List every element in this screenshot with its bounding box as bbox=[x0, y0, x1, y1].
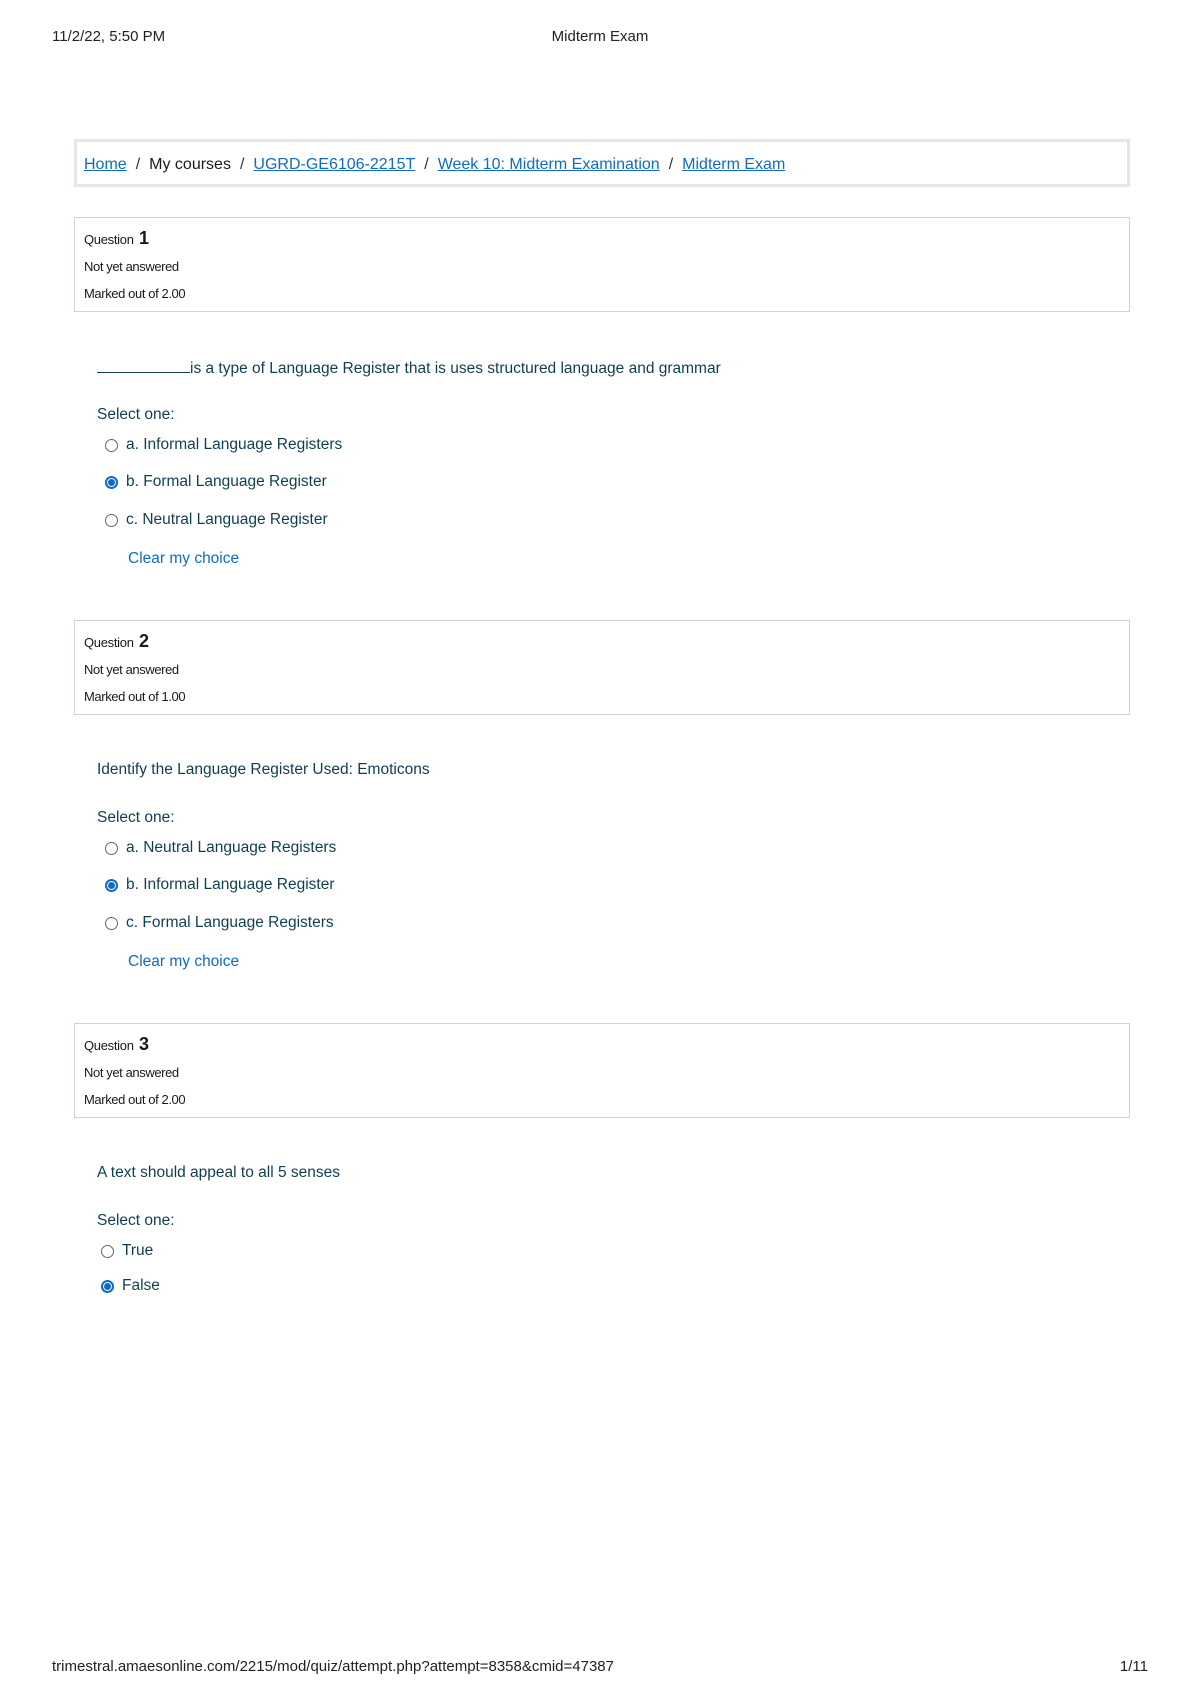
q2-option-c[interactable] bbox=[105, 914, 334, 932]
q1-option-c[interactable] bbox=[105, 511, 328, 529]
radio-button-selected[interactable] bbox=[105, 879, 118, 892]
q2-option-b[interactable] bbox=[105, 876, 335, 894]
radio-button[interactable] bbox=[105, 917, 118, 930]
question-info-2 bbox=[74, 620, 1130, 715]
radio-button[interactable] bbox=[105, 842, 118, 855]
breadcrumb-week-link[interactable]: Week 10: Midterm Examination bbox=[437, 156, 660, 173]
breadcrumb bbox=[84, 156, 785, 174]
breadcrumb-home-link[interactable]: Home bbox=[84, 156, 127, 173]
question-number bbox=[84, 1034, 149, 1055]
q2-clear-choice-link[interactable]: Clear my choice bbox=[128, 953, 240, 970]
breadcrumb-separator: / bbox=[668, 156, 674, 173]
breadcrumb-quiz-link[interactable]: Midterm Exam bbox=[682, 156, 786, 173]
option-label: c. Neutral Language Register bbox=[126, 511, 328, 528]
question-state: Not yet answered bbox=[84, 259, 179, 274]
q2-option-a[interactable] bbox=[105, 839, 336, 857]
breadcrumb-container bbox=[74, 139, 1130, 187]
question-text-3: A text should appeal to all 5 senses bbox=[97, 1164, 340, 1181]
print-datetime: 11/2/22, 5:50 PM bbox=[52, 28, 166, 45]
question-number bbox=[84, 228, 149, 249]
radio-button-selected[interactable] bbox=[105, 476, 118, 489]
question-label: Question bbox=[84, 635, 134, 650]
option-label: True bbox=[122, 1242, 154, 1259]
breadcrumb-separator: / bbox=[424, 156, 429, 173]
question-text-1 bbox=[97, 358, 721, 378]
question-info-3 bbox=[74, 1023, 1130, 1118]
question-grade: Marked out of 1.00 bbox=[84, 689, 186, 704]
print-page-title: Midterm Exam bbox=[551, 28, 649, 45]
question-number-value: 1 bbox=[138, 228, 149, 248]
option-label: a. Informal Language Registers bbox=[126, 436, 343, 453]
question-label: Question bbox=[84, 232, 134, 247]
option-label: a. Neutral Language Registers bbox=[126, 839, 337, 856]
option-label: b. Formal Language Register bbox=[126, 473, 327, 490]
answer-blank bbox=[97, 358, 190, 373]
question-number-value: 2 bbox=[138, 631, 149, 651]
radio-button[interactable] bbox=[101, 1245, 114, 1258]
radio-button[interactable] bbox=[105, 439, 118, 452]
q1-option-a[interactable] bbox=[105, 436, 342, 454]
select-one-prompt: Select one: bbox=[97, 1212, 175, 1229]
q3-option-true[interactable] bbox=[101, 1242, 153, 1260]
question-text: is a type of Language Register that is uses structured language and grammar bbox=[190, 360, 721, 377]
q1-clear-choice-link[interactable]: Clear my choice bbox=[128, 550, 240, 567]
option-label: False bbox=[122, 1277, 160, 1294]
breadcrumb-separator: / bbox=[135, 156, 141, 173]
question-grade: Marked out of 2.00 bbox=[84, 286, 186, 301]
question-info-1 bbox=[74, 217, 1130, 312]
print-footer-page-number: 1/11 bbox=[1119, 1658, 1148, 1675]
select-one-prompt: Select one: bbox=[97, 406, 175, 423]
breadcrumb-course-link[interactable]: UGRD-GE6106-2215T bbox=[253, 156, 416, 173]
option-label: c. Formal Language Registers bbox=[126, 914, 334, 931]
option-label: b. Informal Language Register bbox=[126, 876, 335, 893]
question-text-2: Identify the Language Register Used: Emoticons bbox=[97, 761, 430, 778]
question-grade: Marked out of 2.00 bbox=[84, 1092, 186, 1107]
select-one-prompt: Select one: bbox=[97, 809, 175, 826]
question-state: Not yet answered bbox=[84, 1065, 179, 1080]
q1-option-b[interactable] bbox=[105, 473, 327, 491]
question-number-value: 3 bbox=[138, 1034, 149, 1054]
question-number bbox=[84, 631, 149, 652]
q3-option-false[interactable] bbox=[101, 1277, 160, 1295]
radio-button-selected[interactable] bbox=[101, 1280, 114, 1293]
print-footer-url: trimestral.amaesonline.com/2215/mod/quiz/attempt.php?attempt=8358&cmid=47387 bbox=[52, 1658, 614, 1675]
breadcrumb-my-courses: My courses bbox=[149, 156, 231, 173]
question-label: Question bbox=[84, 1038, 134, 1053]
radio-button[interactable] bbox=[105, 514, 118, 527]
question-state: Not yet answered bbox=[84, 662, 179, 677]
breadcrumb-separator: / bbox=[239, 156, 245, 173]
print-header bbox=[52, 28, 1148, 48]
